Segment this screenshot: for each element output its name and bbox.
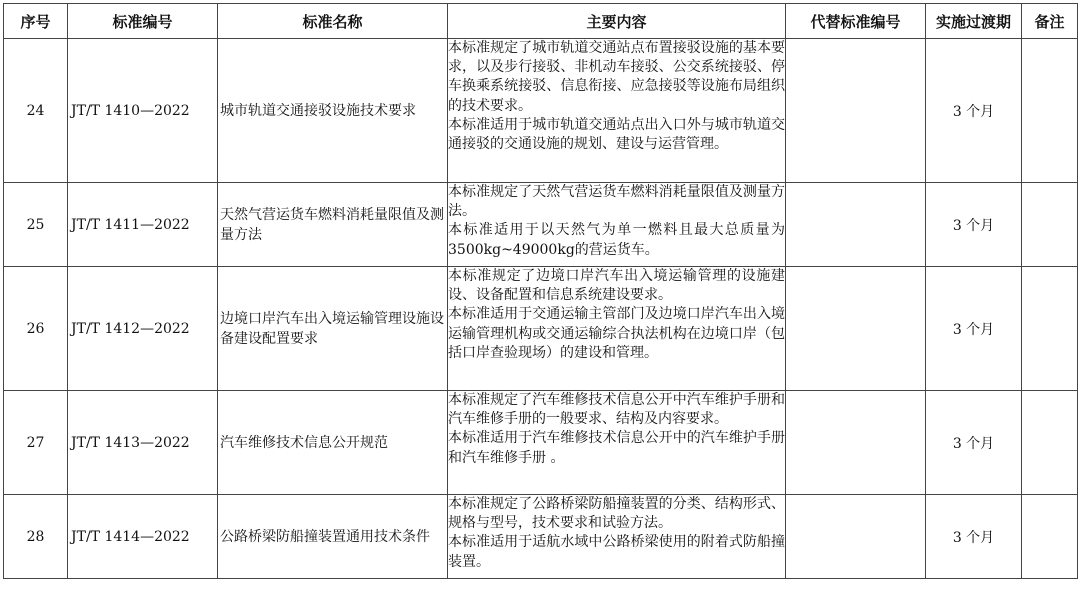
cell-transition: 3 个月 [926, 39, 1022, 183]
cell-content [448, 495, 786, 579]
cell-code: JT/T 1410—2022 [68, 39, 218, 183]
content-paragraph: 本标准规定了汽车维修技术信息公开中汽车维护手册和汽车维修手册的一般要求、结构及内容要求。 [448, 392, 785, 428]
content-paragraph: 本标准规定了边境口岸汽车出入境运输管理的设施建设、设备配置和信息系统建设要求。 [448, 268, 785, 304]
cell-replaced [786, 495, 926, 579]
header-name: 标准名称 [218, 4, 448, 39]
cell-remarks [1022, 39, 1078, 183]
cell-name: 天然气营运货车燃料消耗量限值及测量方法 [218, 183, 448, 267]
header-replaced: 代替标准编号 [786, 4, 926, 39]
cell-seq: 26 [4, 267, 68, 391]
cell-content [448, 183, 786, 267]
content-paragraph: 本标准适用于汽车维修技术信息公开中的汽车维护手册和汽车维修手册 。 [448, 430, 785, 466]
cell-content [448, 39, 786, 183]
table-row [4, 39, 1078, 183]
cell-replaced [786, 391, 926, 495]
content-paragraph: 本标准适用于以天然气为单一燃料且最大总质量为3500kg~49000kg的营运货车。 [448, 222, 785, 258]
cell-remarks [1022, 267, 1078, 391]
header-seq: 序号 [4, 4, 68, 39]
cell-name: 汽车维修技术信息公开规范 [218, 391, 448, 495]
cell-content [448, 391, 786, 495]
cell-transition: 3 个月 [926, 391, 1022, 495]
cell-transition: 3 个月 [926, 267, 1022, 391]
standards-table [3, 3, 1078, 579]
cell-remarks [1022, 183, 1078, 267]
cell-name: 公路桥梁防船撞装置通用技术条件 [218, 495, 448, 579]
cell-seq: 28 [4, 495, 68, 579]
cell-name: 城市轨道交通接驳设施技术要求 [218, 39, 448, 183]
cell-remarks [1022, 495, 1078, 579]
header-row [4, 4, 1078, 39]
content-paragraph: 本标准适用于交通运输主管部门及边境口岸汽车出入境运输管理机构或交通运输综合执法机构在边境口岸（包括口岸查验现场）的建设和管理。 [448, 306, 785, 361]
cell-content [448, 267, 786, 391]
cell-seq: 27 [4, 391, 68, 495]
cell-seq: 24 [4, 39, 68, 183]
cell-transition: 3 个月 [926, 183, 1022, 267]
cell-replaced [786, 183, 926, 267]
cell-remarks [1022, 391, 1078, 495]
content-paragraph: 本标准规定了城市轨道交通站点布置接驳设施的基本要求，以及步行接驳、非机动车接驳、公交系统接驳、停车换乘系统接驳、信息衔接、应急接驳等设施布局组织的技术要求。 [448, 40, 785, 114]
cell-seq: 25 [4, 183, 68, 267]
header-content: 主要内容 [448, 4, 786, 39]
table-row [4, 267, 1078, 391]
table-row [4, 495, 1078, 579]
cell-code: JT/T 1414—2022 [68, 495, 218, 579]
cell-code: JT/T 1411—2022 [68, 183, 218, 267]
cell-code: JT/T 1412—2022 [68, 267, 218, 391]
header-remarks: 备注 [1022, 4, 1078, 39]
header-transition: 实施过渡期 [926, 4, 1022, 39]
content-paragraph: 本标准规定了天然气营运货车燃料消耗量限值及测量方法。 [448, 184, 785, 220]
cell-replaced [786, 39, 926, 183]
cell-transition: 3 个月 [926, 495, 1022, 579]
content-paragraph: 本标准适用于城市轨道交通站点出入口外与城市轨道交通接驳的交通设施的规划、建设与运营管理。 [448, 116, 785, 153]
header-code: 标准编号 [68, 4, 218, 39]
table-row [4, 391, 1078, 495]
table-row [4, 183, 1078, 267]
cell-name: 边境口岸汽车出入境运输管理设施设备建设配置要求 [218, 267, 448, 391]
cell-code: JT/T 1413—2022 [68, 391, 218, 495]
content-paragraph: 本标准规定了公路桥梁防船撞装置的分类、结构形式、规格与型号，技术要求和试验方法。 [448, 496, 785, 532]
cell-replaced [786, 267, 926, 391]
content-paragraph: 本标准适用于适航水域中公路桥梁使用的附着式防船撞装置。 [448, 534, 785, 570]
